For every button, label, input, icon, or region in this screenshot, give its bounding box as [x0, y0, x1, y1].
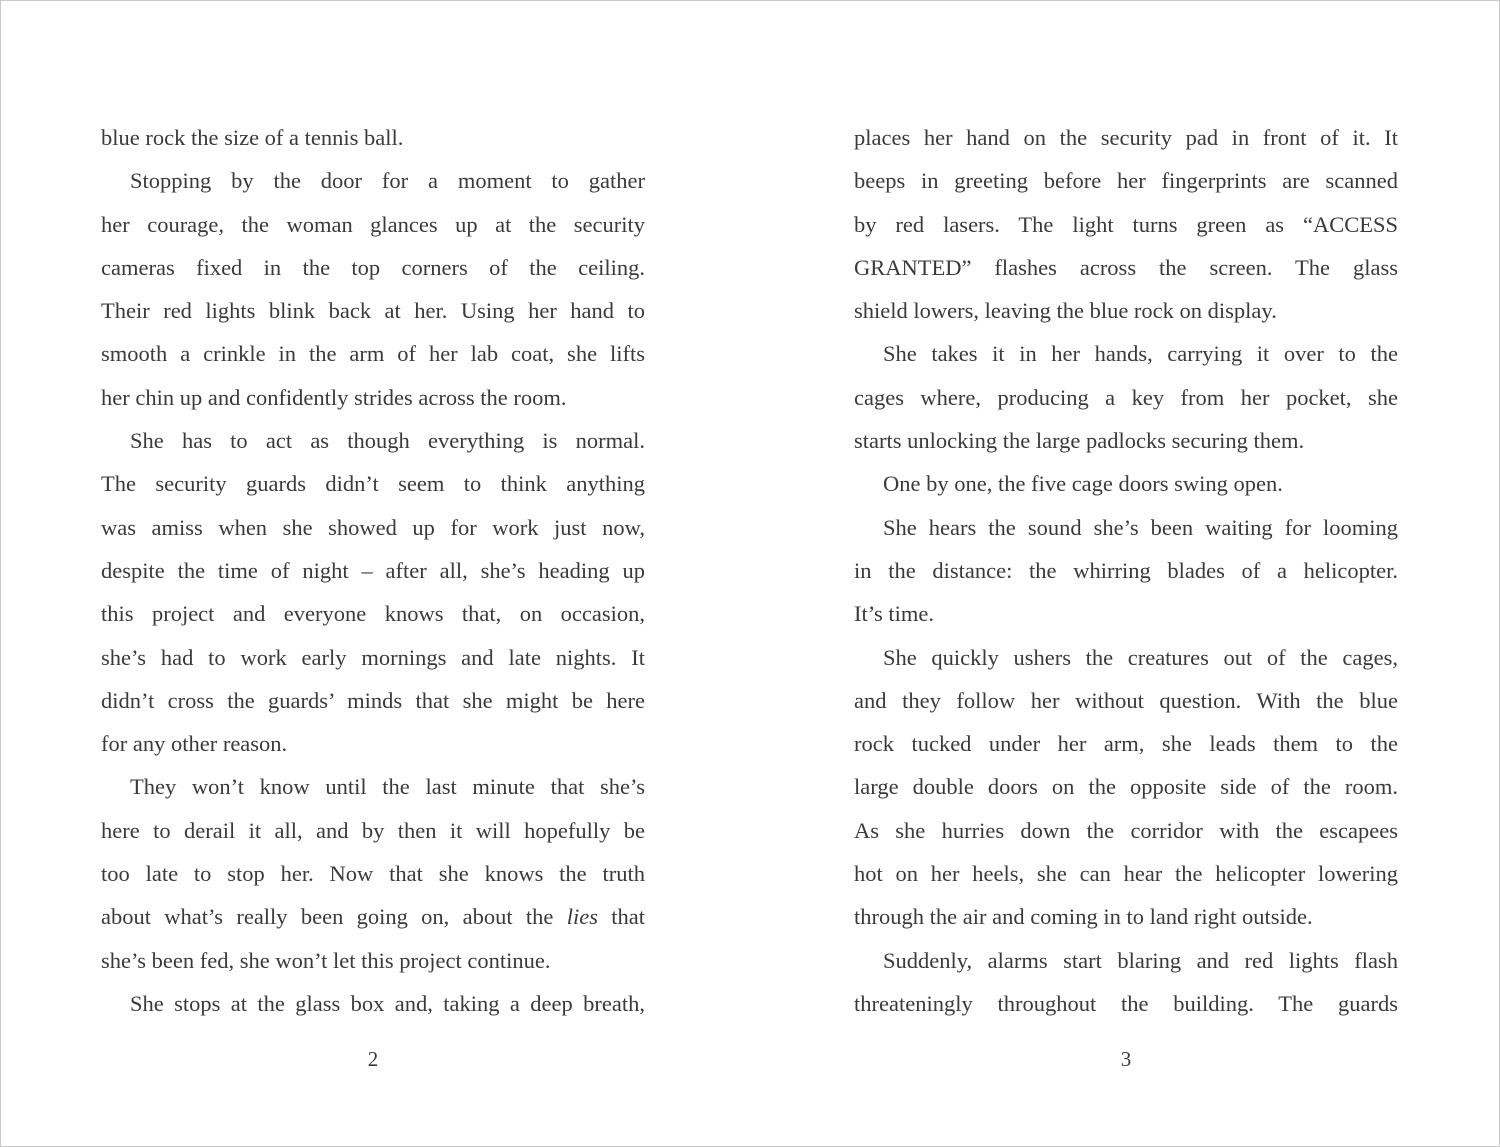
text-line: was amiss when she showed up for work just now,	[101, 514, 645, 540]
text-line: She takes it in her hands, carrying it over to the	[883, 341, 1398, 367]
text-line: by red lasers. The light turns green as “ACCESS	[854, 211, 1398, 237]
text-line: cameras fixed in the top corners of the ceiling.	[101, 254, 645, 280]
right-page-text	[854, 116, 1398, 1025]
text-line: GRANTED” flashes across the screen. The glass	[854, 254, 1398, 280]
text-line: As she hurries down the corridor with the escapees	[854, 817, 1398, 843]
text-line: She hears the sound she’s been waiting for looming	[883, 514, 1398, 540]
text-line: blue rock the size of a tennis ball.	[101, 125, 404, 150]
text-line: She stops at the glass box and, taking a deep breath,	[130, 990, 645, 1016]
text-line: shield lowers, leaving the blue rock on display.	[854, 298, 1277, 324]
text-line: starts unlocking the large padlocks securing them.	[854, 428, 1305, 454]
text-line: They won’t know until the last minute that she’s	[130, 774, 645, 800]
text-line: she’s been fed, she won’t let this project continue.	[101, 947, 551, 973]
text-line: large double doors on the opposite side of the room.	[854, 774, 1398, 800]
text-line: despite the time of night – after all, she’s heading up	[101, 557, 645, 583]
text-line: Their red lights blink back at her. Using her hand to	[101, 298, 645, 324]
left-page-text	[101, 116, 645, 1025]
text-line: One by one, the five cage doors swing open.	[883, 471, 1283, 497]
text-line: Suddenly, alarms start blaring and red lights flash	[883, 947, 1398, 973]
text-line: through the air and coming in to land right outside.	[854, 904, 1313, 930]
text-line: this project and everyone knows that, on occasion,	[101, 601, 645, 627]
text-line: cages where, producing a key from her pocket, she	[854, 384, 1398, 410]
text-line: She has to act as though everything is normal.	[130, 428, 645, 454]
text-line: here to derail it all, and by then it will hopefully be	[101, 817, 645, 843]
italic-word: lies	[566, 904, 598, 930]
page-number-left: 2	[367, 1047, 379, 1071]
text-line: hot on her heels, she can hear the helicopter lowering	[854, 861, 1398, 887]
text-line: her courage, the woman glances up at the security	[101, 211, 645, 237]
text-line: too late to stop her. Now that she knows the truth	[101, 861, 645, 887]
page-number-right: 3	[1120, 1047, 1132, 1071]
text-line: for any other reason.	[101, 731, 288, 757]
text-line: threateningly throughout the building. The guards	[854, 990, 1398, 1016]
text-line: Stopping by the door for a moment to gather	[130, 168, 645, 194]
text-line: smooth a crinkle in the arm of her lab coat, she lifts	[101, 341, 645, 367]
text-line: places her hand on the security pad in front of it. It	[854, 125, 1398, 150]
text-line: She quickly ushers the creatures out of the cages,	[883, 644, 1398, 670]
text-line: The security guards didn’t seem to think anything	[101, 471, 645, 497]
text-line: It’s time.	[854, 601, 934, 627]
text-line: rock tucked under her arm, she leads them to the	[854, 731, 1398, 757]
text-line: she’s had to work early mornings and late nights. It	[101, 644, 645, 670]
text-line: about what’s really been going on, about the lies that	[101, 904, 645, 930]
text-line: didn’t cross the guards’ minds that she might be here	[101, 687, 645, 713]
text-line: her chin up and confidently strides across the room.	[101, 384, 567, 410]
text-line: and they follow her without question. With the blue	[854, 687, 1398, 713]
text-line: in the distance: the whirring blades of a helicopter.	[854, 557, 1398, 583]
text-line: beeps in greeting before her fingerprints are scanned	[854, 168, 1398, 194]
